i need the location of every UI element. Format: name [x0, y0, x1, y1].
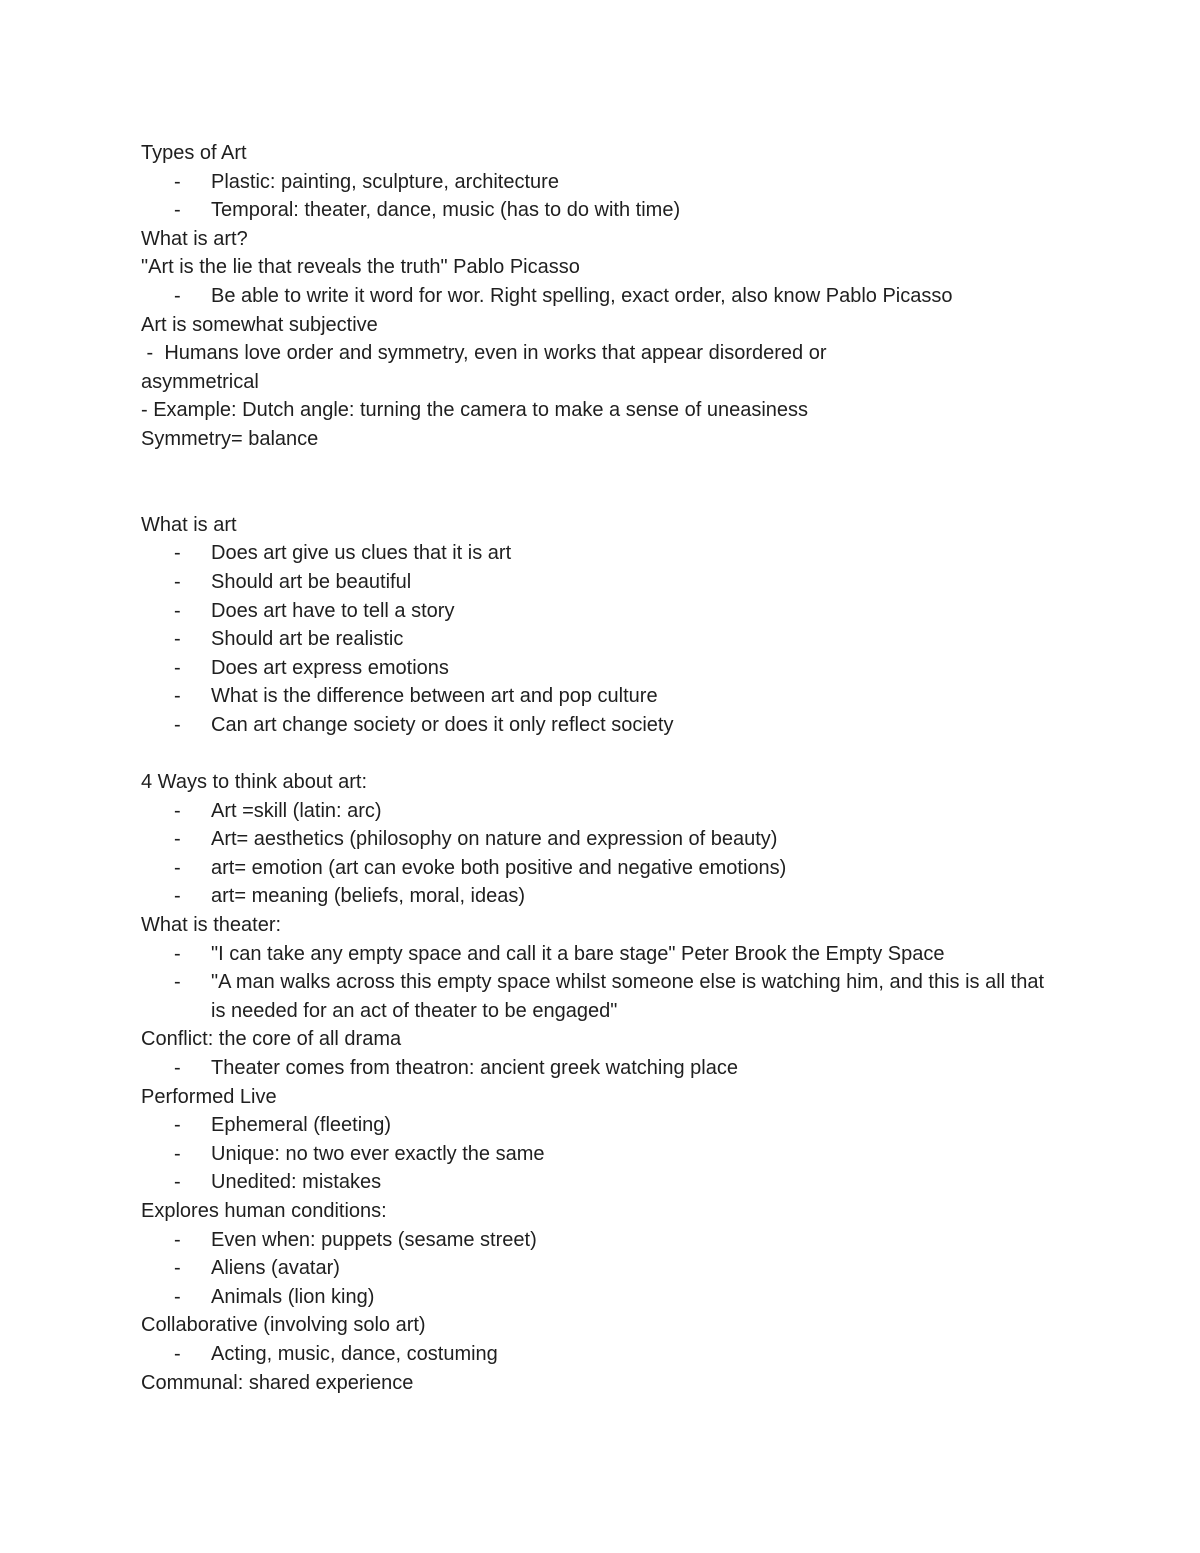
list-item: [141, 168, 1081, 197]
section-heading: Types of Art: [141, 142, 247, 164]
list-item-text: Be able to write it word for wor. Right spelling, exact order, also know Pablo Picasso: [211, 284, 953, 307]
spacer: [141, 739, 1081, 768]
list-item-text: Animals (lion king): [211, 1285, 375, 1308]
bullet-dash: -: [174, 971, 181, 994]
list-item: [141, 597, 1081, 626]
list-item: [141, 854, 1081, 883]
list-item: [141, 1054, 1081, 1083]
bullet-dash: -: [174, 628, 181, 651]
bullet-dash: -: [174, 599, 181, 622]
quote-line: "Art is the lie that reveals the truth" Pablo Picasso: [141, 256, 580, 279]
list-item-text: Should art be beautiful: [211, 570, 412, 593]
list-item-text: art= meaning (beliefs, moral, ideas): [211, 885, 526, 908]
list-item-text: Aliens (avatar): [211, 1257, 340, 1280]
bullet-dash: -: [174, 942, 181, 965]
text-line: - Humans love order and symmetry, even in works that appear disordered or: [141, 342, 827, 365]
list-item: [141, 539, 1081, 568]
list-item-text: Unedited: mistakes: [211, 1171, 382, 1194]
list-item-text: "I can take any empty space and call it a bare stage" Peter Brook the Empty Space: [211, 942, 945, 965]
list-item: [141, 797, 1081, 826]
list-item-text: Can art change society or does it only reflect society: [211, 713, 674, 736]
bullet-dash: -: [174, 1057, 181, 1079]
list-item: [141, 1111, 1081, 1140]
list-item: [141, 282, 1081, 311]
list-item-text: Ephemeral (fleeting): [211, 1114, 392, 1137]
spacer: [141, 454, 1081, 511]
list-item: [141, 825, 1081, 854]
section-heading: Explores human conditions:: [141, 1199, 387, 1222]
list-item-text: Temporal: theater, dance, music (has to do with time): [211, 199, 681, 222]
list-item-text: Unique: no two ever exactly the same: [211, 1142, 545, 1165]
list-item: [141, 682, 1081, 711]
list-item: [141, 1254, 1081, 1283]
bullet-dash: -: [174, 856, 181, 879]
bullet-dash: -: [174, 685, 181, 708]
list-item: [141, 1140, 1081, 1169]
list-item-text: Does art give us clues that it is art: [211, 542, 512, 565]
list-item-text: Does art express emotions: [211, 656, 449, 679]
list-item: [141, 654, 1081, 683]
text-line: asymmetrical: [141, 370, 259, 393]
bullet-dash: -: [174, 1257, 181, 1280]
list-item-text: Acting, music, dance, costuming: [211, 1342, 498, 1365]
list-item-text: art= emotion (art can evoke both positive and negative emotions): [211, 856, 787, 879]
bullet-dash: -: [174, 885, 181, 908]
section-heading: What is art?: [141, 227, 248, 250]
list-item: [141, 940, 1081, 969]
list-item: [141, 568, 1081, 597]
list-item-text: Does art have to tell a story: [211, 599, 455, 622]
text-line: - Example: Dutch angle: turning the camera to make a sense of uneasiness: [141, 399, 809, 422]
text-line: Art is somewhat subjective: [141, 313, 378, 336]
bullet-dash: -: [174, 1142, 181, 1165]
list-item: [141, 711, 1081, 740]
list-item: [141, 196, 1081, 225]
section-heading: What is theater:: [141, 914, 282, 937]
list-item-text: Theater comes from theatron: ancient greek watching place: [211, 1057, 738, 1079]
bullet-dash: -: [174, 542, 181, 565]
bullet-dash: -: [174, 1342, 181, 1365]
bullet-dash: -: [174, 1228, 181, 1251]
bullet-dash: -: [174, 284, 181, 307]
list-item-text: Plastic: painting, sculpture, architecture: [211, 170, 559, 193]
section-heading: Communal: shared experience: [141, 1371, 414, 1394]
list-item-text: "A man walks across this empty space whilst someone else is watching him, and this is all that is needed for an act of theater to be engaged": [211, 971, 1045, 1022]
bullet-dash: -: [174, 1171, 181, 1194]
list-item: [141, 625, 1081, 654]
section-heading: Conflict: the core of all drama: [141, 1028, 402, 1051]
list-item: [141, 882, 1081, 911]
list-item-text: Art =skill (latin: arc): [211, 799, 382, 822]
text-line: Symmetry= balance: [141, 427, 319, 450]
section-heading: Performed Live: [141, 1085, 277, 1108]
list-item-text: Should art be realistic: [211, 628, 404, 651]
bullet-dash: -: [174, 656, 181, 679]
list-item: [141, 1168, 1081, 1197]
bullet-dash: -: [174, 570, 181, 593]
bullet-dash: -: [174, 713, 181, 736]
bullet-dash: -: [174, 170, 181, 193]
bullet-dash: -: [174, 1285, 181, 1308]
list-item-text: Even when: puppets (sesame street): [211, 1228, 537, 1251]
bullet-dash: -: [174, 799, 181, 822]
list-item: [141, 1340, 1081, 1369]
bullet-dash: -: [174, 828, 181, 851]
section-heading: 4 Ways to think about art:: [141, 771, 368, 794]
list-item: [141, 1226, 1081, 1255]
list-item: [141, 968, 1051, 1025]
document-page: [141, 139, 1081, 1397]
bullet-dash: -: [174, 199, 181, 222]
list-item: [141, 1283, 1081, 1312]
list-item-text: What is the difference between art and pop culture: [211, 685, 658, 708]
bullet-dash: -: [174, 1114, 181, 1137]
list-item-text: Art= aesthetics (philosophy on nature and expression of beauty): [211, 828, 778, 851]
section-heading: Collaborative (involving solo art): [141, 1314, 426, 1337]
section-heading: What is art: [141, 513, 237, 536]
